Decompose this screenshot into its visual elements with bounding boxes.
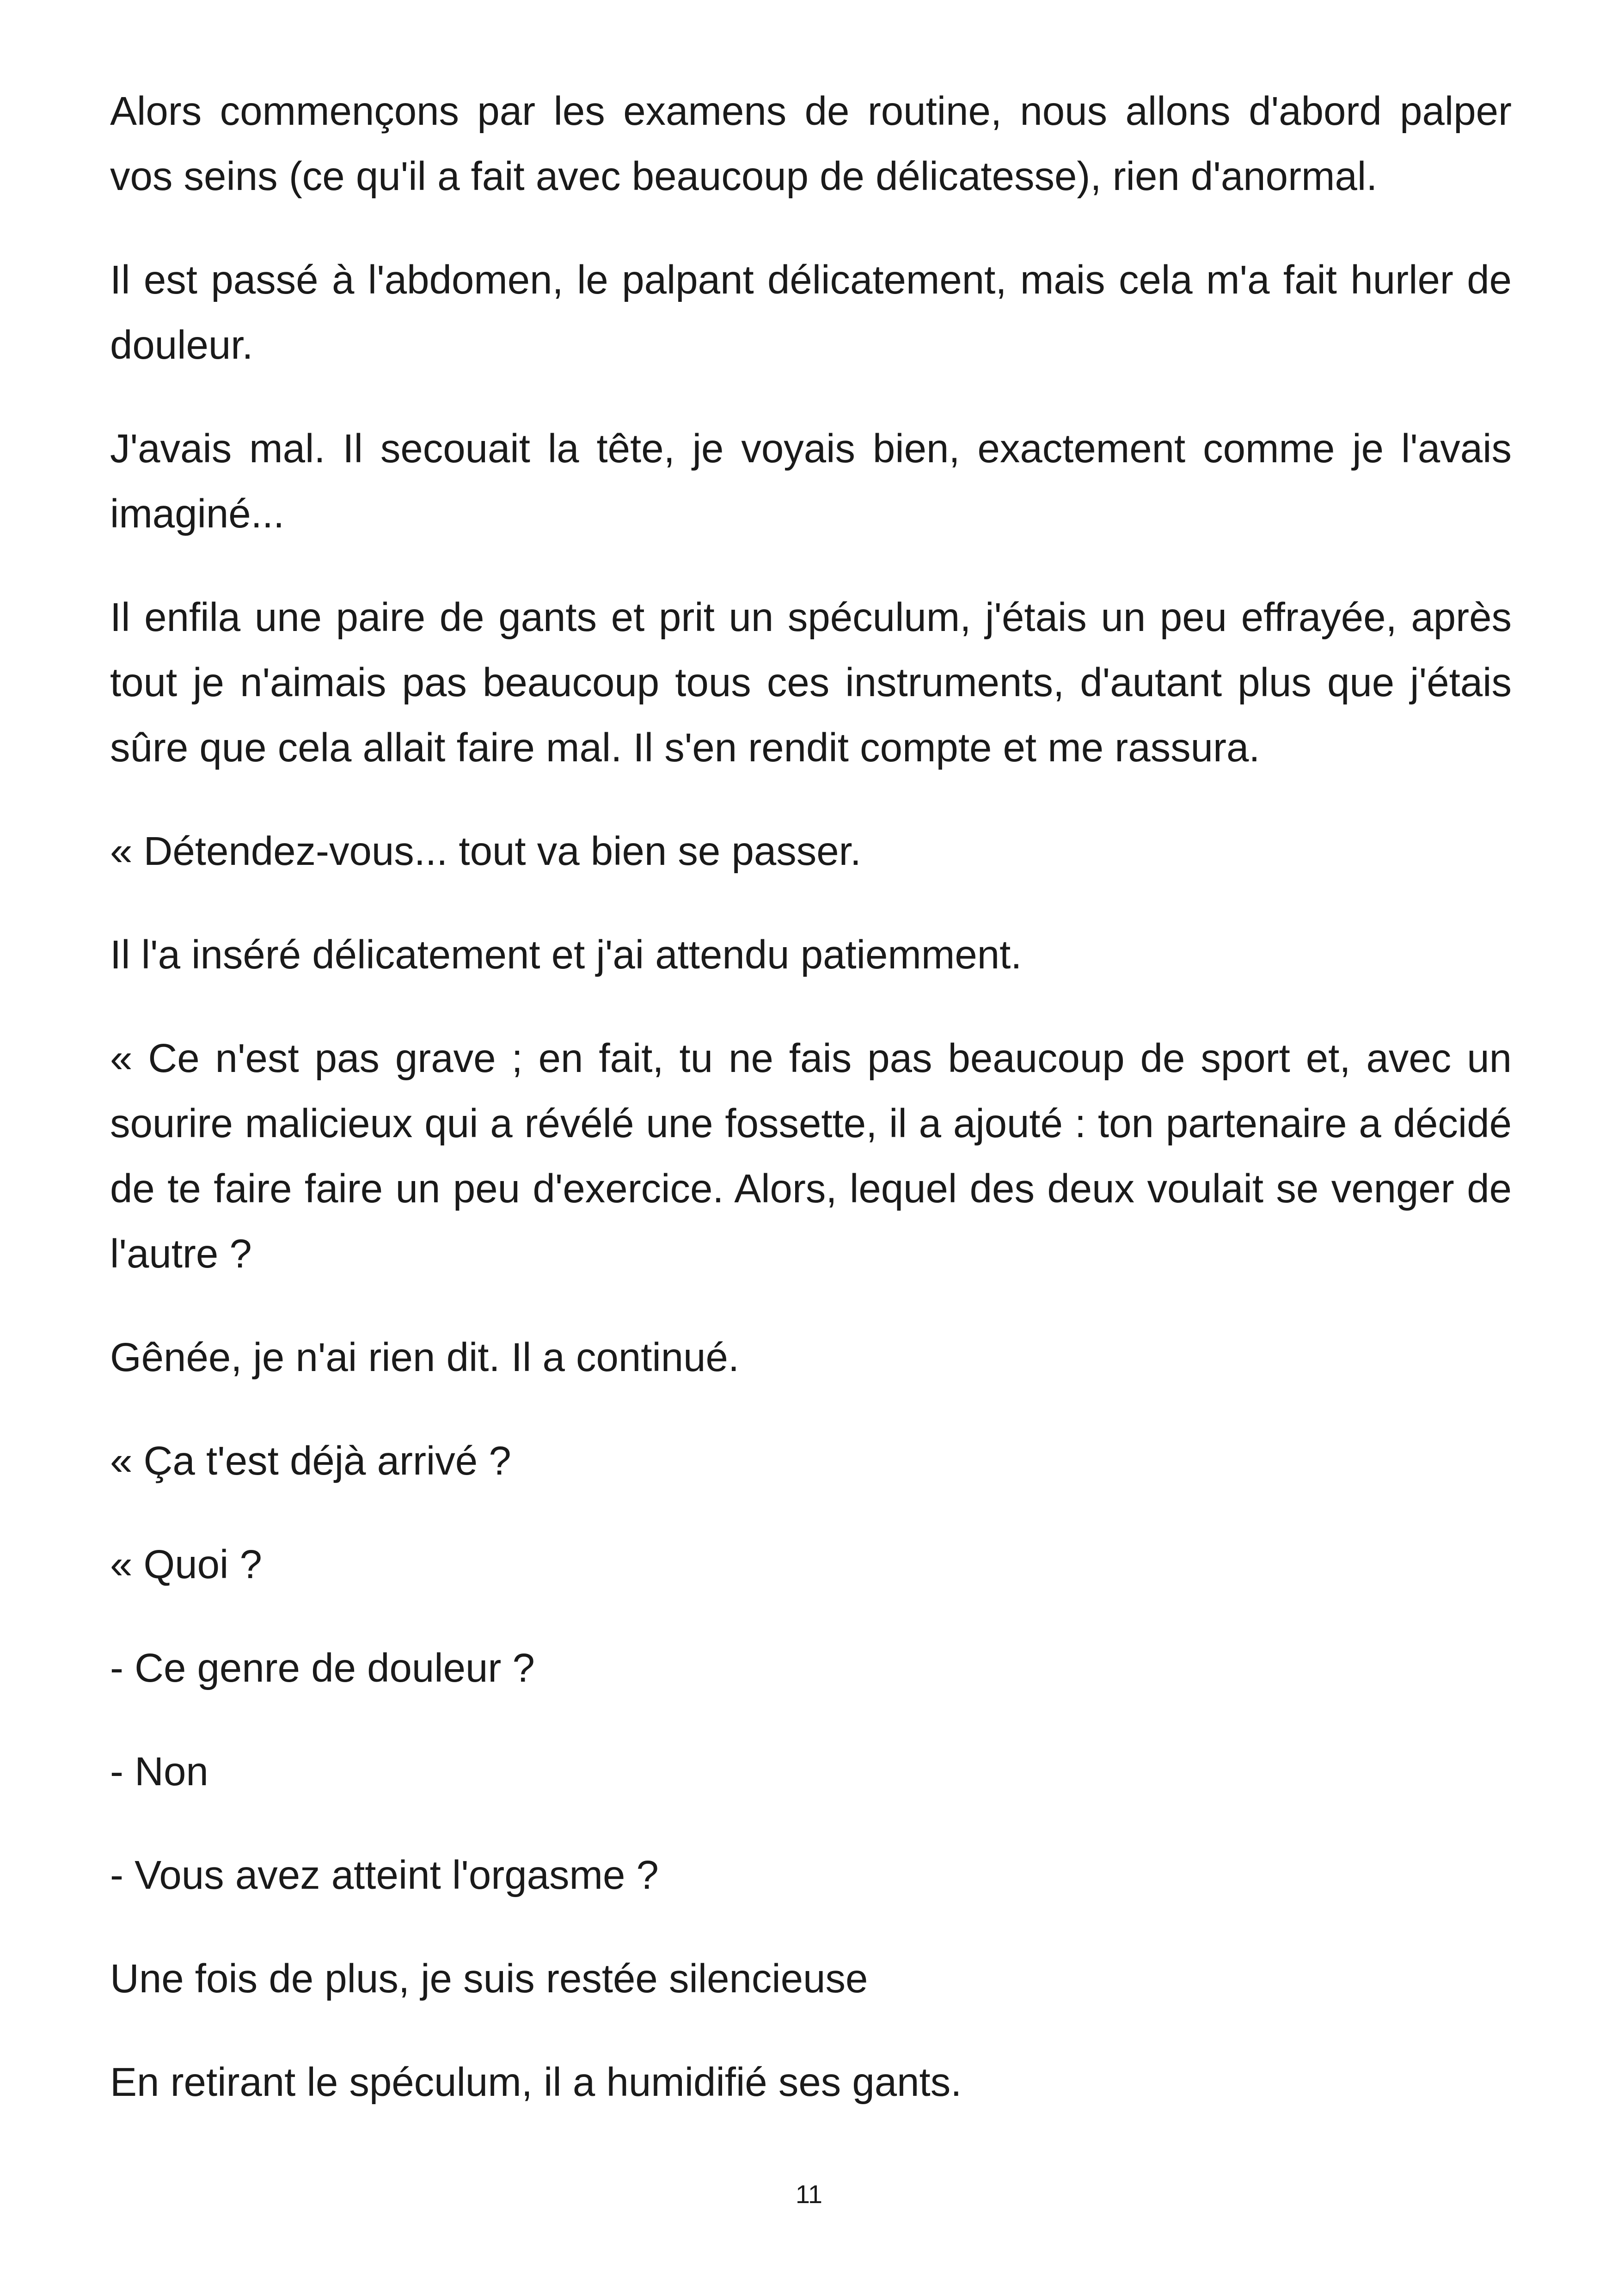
paragraph: Gênée, je n'ai rien dit. Il a continué.	[110, 1335, 740, 1380]
paragraph: J'avais mal. Il secouait la tête, je voyais bien, exactement comme je l'avais imaginé...	[110, 426, 1512, 536]
page-number: 11	[795, 2180, 823, 2209]
paragraph: Une fois de plus, je suis restée silencieuse	[110, 1956, 868, 2001]
paragraph: Il l'a inséré délicatement et j'ai attendu patiemment.	[110, 932, 1022, 977]
paragraph: Alors commençons par les examens de routine, nous allons d'abord palper vos seins (ce qu'il a fait avec beaucoup de délicatesse), rien d'anormal.	[110, 89, 1512, 199]
paragraph: Il enfila une paire de gants et prit un spéculum, j'étais un peu effrayée, après tout je n'aimais pas beaucoup tous ces instruments, d'autant plus que j'étais sûre que cela allait faire mal. Il s'en rendit compte et me rassura.	[110, 595, 1512, 770]
dialogue-line: - Ce genre de douleur ?	[110, 1646, 535, 1690]
dialogue-line: « Ça t'est déjà arrivé ?	[110, 1439, 511, 1483]
dialogue-line: « Quoi ?	[110, 1542, 262, 1587]
dialogue-line: « Détendez-vous... tout va bien se passer.	[110, 829, 861, 874]
paragraph: En retirant le spéculum, il a humidifié ses gants.	[110, 2060, 962, 2105]
paragraph: Il est passé à l'abdomen, le palpant délicatement, mais cela m'a fait hurler de douleur.	[110, 257, 1512, 367]
dialogue-line: - Vous avez atteint l'orgasme ?	[110, 1853, 659, 1898]
dialogue-line: - Non	[110, 1749, 208, 1794]
dialogue-line: « Ce n'est pas grave ; en fait, tu ne fais pas beaucoup de sport et, avec un sourire malicieux qui a révélé une fossette, il a ajouté : ton partenaire a décidé de te faire faire un peu d'exercice. Alors, lequel des deux voulait se venger de l'autre ?	[110, 1036, 1512, 1276]
body-text	[110, 79, 1512, 2153]
